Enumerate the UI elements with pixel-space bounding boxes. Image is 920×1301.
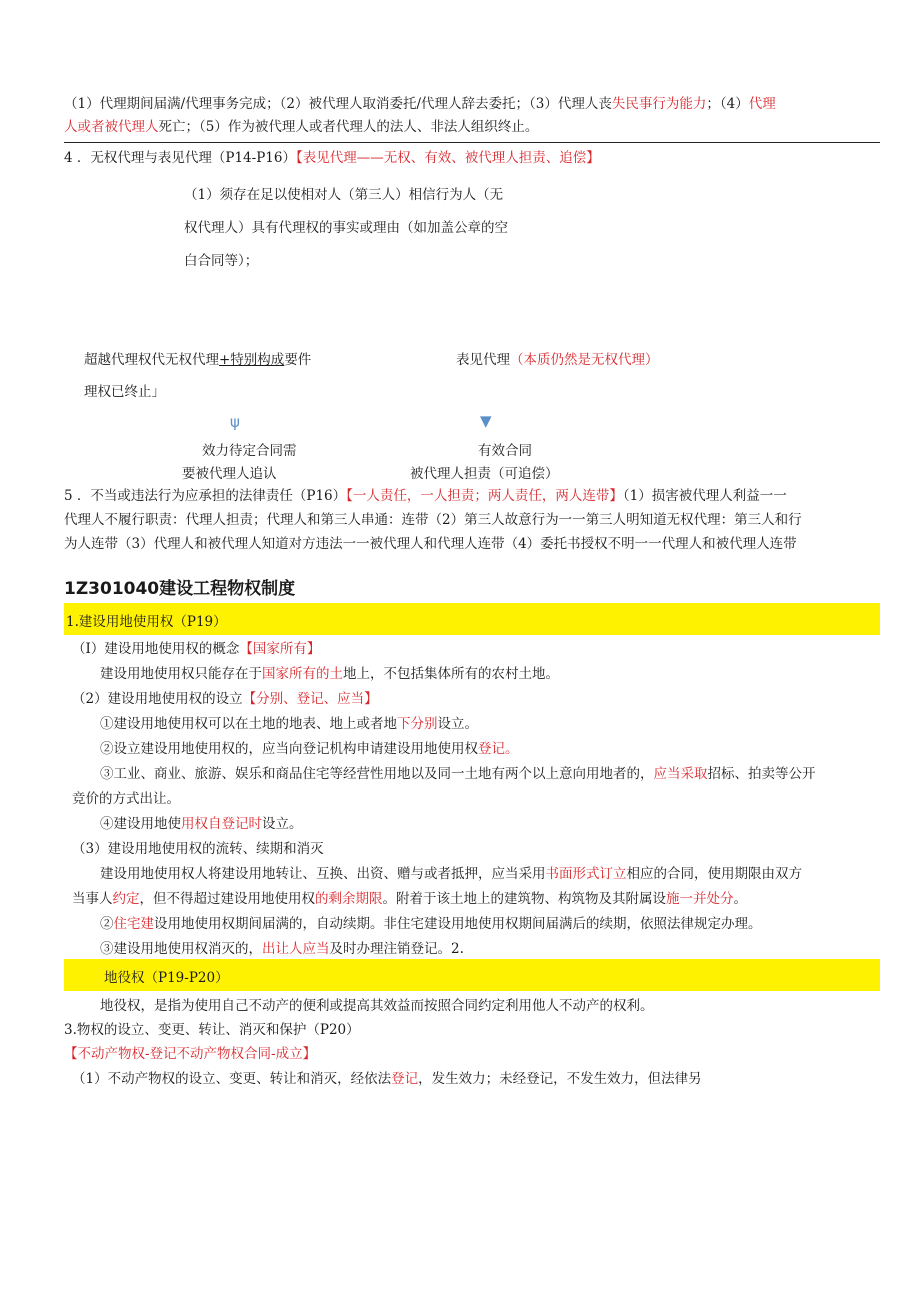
concept-body: 建设用地使用权只能存在于国家所有的土地上，不包括集体所有的农村土地。 [100,666,559,682]
down-triangle-icon: ▼ [480,412,492,430]
unauthorized-agency-label-2: 理权已终止」 [84,384,165,400]
easement-body: 地役权，是指为使用自己不动产的便利或提高其效益而按照合同约定利用他人不动产的权利。 [100,998,654,1014]
section-5-line-1: 5 ．不当或违法行为应承担的法律责任（P16）【一人责任，一人担责；两人责任，两人连带】（1）损害被代理人利益一一 [64,488,787,504]
establishment-heading: （2）建设用地使用权的设立【分别、登记、应当】 [72,691,378,707]
psi-arrow-icon: ψ [230,413,240,431]
divider-rule [64,142,880,143]
establishment-item-1: ①建设用地使用权可以在土地的地表、地上或者地下分别设立。 [100,716,478,732]
part-1-title: 1.建设用地使用权（P19） [66,614,227,630]
part-3-item-1: （1）不动产物权的设立、变更、转让和消灭，经依法登记，发生效力；未经登记，不发生效力，但法律另 [72,1071,702,1087]
establishment-item-3-cont: 竞价的方式出让。 [72,791,180,807]
section-4-title: 4 ．无权代理与表见代理（P14-P16）【表见代理——无权、有效、被代理人担责、追偿】 [64,150,600,166]
establishment-item-4: ④建设用地使用权自登记时设立。 [100,816,303,832]
transfer-item-3: ③建设用地使用权消灭的，出让人应当及时办理注销登记。2. [100,941,464,957]
establishment-item-2: ②设立建设用地使用权的，应当向登记机构申请建设用地使用权登记。 [100,741,519,757]
part-3-title: 3.物权的设立、变更、转让、消灭和保护（P20） [64,1022,360,1038]
part-2-title: 地役权（P19-P20） [104,970,229,986]
section-5-line-3: 为人连带（3）代理人和被代理人知道对方违法一一被代理人和代理人连带（4）委托书授权不明一一代理人和被代理人连带 [64,536,797,552]
agency-end-line-1: （1）代理期间届满/代理事务完成；（2）被代理人取消委托/代理人辞去委托；（3）代理人丧失民事行为能力；（4）代理 [64,96,776,112]
transfer-item-1: 建设用地使用权人将建设用地转让、互换、出资、赠与或者抵押，应当采用书面形式订立相应的合同，使用期限由双方 [100,866,802,882]
pending-contract-label: 效力待定合同需 [202,443,297,459]
section-5-line-2: 代理人不履行职责：代理人担责；代理人和第三人串通：连带（2）第三人故意行为一一第三人明知道无权代理：第三人和行 [64,512,802,528]
condition-line-2: 权代理人）具有代理权的事实或理由（如加盖公章的空 [184,220,508,236]
condition-line-1: （1）须存在足以使相对人（第三人）相信行为人（无 [184,187,504,203]
chapter-heading: 1Z301040建设工程物权制度 [64,579,296,599]
part-3-note: 【不动产物权-登记不动产物权合同-成立】 [64,1046,317,1062]
valid-contract-label: 有效合同 [478,443,532,459]
condition-line-3: 白合同等）； [184,253,259,269]
transfer-item-1-cont: 当事人约定，但不得超过建设用地使用权的剩余期限。附着于该土地上的建筑物、构筑物及其附属设施一并处分。 [72,891,747,907]
concept-heading: （I）建设用地使用权的概念【国家所有】 [72,641,321,657]
unauthorized-agency-label: 超越代理权代无权代理+特别构成要件 [84,352,312,368]
principal-liability-label: 被代理人担责（可追偿） [410,466,559,482]
agency-end-line-2: 人或者被代理人死亡；（5）作为被代理人或者代理人的法人、非法人组织终止。 [64,119,539,135]
transfer-heading: （3）建设用地使用权的流转、续期和消灭 [72,841,324,857]
establishment-item-3: ③工业、商业、旅游、娱乐和商品住宅等经营性用地以及同一土地有两个以上意向用地者的，应当采取招标、拍卖等公开 [100,766,816,782]
apparent-agency-label: 表见代理（本质仍然是无权代理） [456,352,659,368]
pending-contract-label-2: 要被代理人追认 [182,466,277,482]
transfer-item-2: ②住宅建设用地使用权期间届满的，自动续期。非住宅建设用地使用权期间届满后的续期，依照法律规定办理。 [100,916,762,932]
